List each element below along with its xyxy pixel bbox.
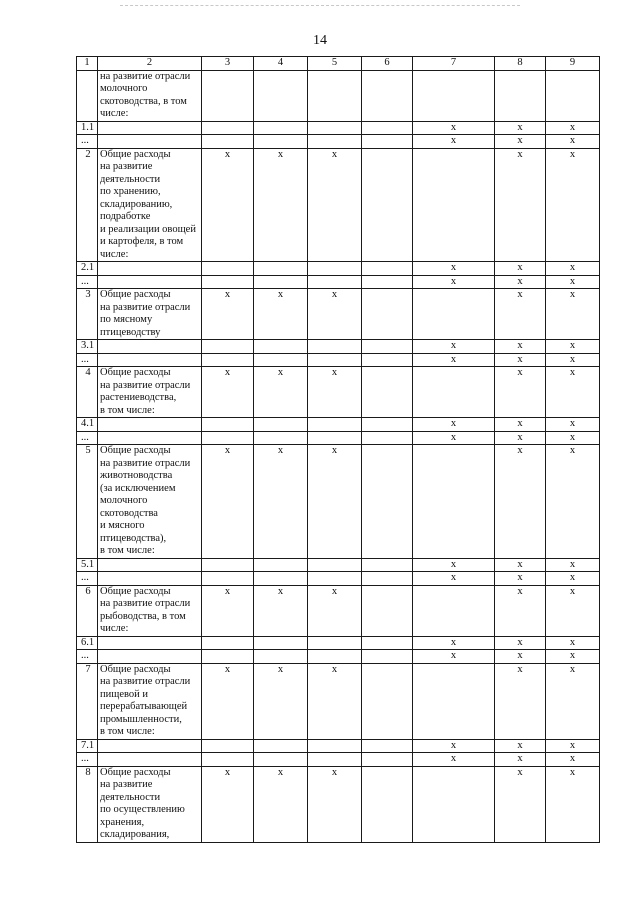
value-cell-c7 — [413, 663, 495, 739]
header-cell: 6 — [362, 57, 413, 71]
row-number-cell: ... — [77, 753, 98, 767]
value-cell-c3 — [202, 431, 254, 445]
row-number-cell: 3.1 — [77, 340, 98, 354]
row-description-cell — [98, 340, 202, 354]
value-cell-c4 — [254, 636, 308, 650]
value-cell-c9: x — [546, 275, 600, 289]
row-description-cell — [98, 353, 202, 367]
value-cell-c8: x — [495, 663, 546, 739]
value-cell-c8: x — [495, 121, 546, 135]
value-cell-c3: x — [202, 585, 254, 636]
value-cell-c9: x — [546, 340, 600, 354]
value-cell-c6 — [362, 275, 413, 289]
value-cell-c5 — [308, 558, 362, 572]
value-cell-c6 — [362, 753, 413, 767]
value-cell-c6 — [362, 766, 413, 842]
value-cell-c3 — [202, 650, 254, 664]
value-cell-c8: x — [495, 558, 546, 572]
value-cell-c7 — [413, 766, 495, 842]
row-description-cell: Общие расходы на развитие деятельности по хранению, складированию, подработке и реализации овощей и картофеля, в том числе: — [98, 148, 202, 262]
value-cell-c4 — [254, 353, 308, 367]
table-header-row — [77, 57, 600, 71]
value-cell-c6 — [362, 135, 413, 149]
value-cell-c6 — [362, 262, 413, 276]
value-cell-c3 — [202, 418, 254, 432]
value-cell-c4 — [254, 262, 308, 276]
value-cell-c4 — [254, 753, 308, 767]
value-cell-c6 — [362, 558, 413, 572]
value-cell-c9: x — [546, 289, 600, 340]
table-row — [77, 148, 600, 262]
table-subrow — [77, 650, 600, 664]
value-cell-c5: x — [308, 289, 362, 340]
value-cell-c5 — [308, 262, 362, 276]
value-cell-c9: x — [546, 445, 600, 559]
header-cell: 5 — [308, 57, 362, 71]
value-cell-c7: x — [413, 121, 495, 135]
row-number-cell: ... — [77, 431, 98, 445]
header-cell: 2 — [98, 57, 202, 71]
table-row — [77, 445, 600, 559]
value-cell-c6 — [362, 353, 413, 367]
value-cell-c8: x — [495, 650, 546, 664]
value-cell-c7 — [413, 445, 495, 559]
row-description-cell: Общие расходы на развитие отрасли животноводства (за исключением молочного скотоводства и мясного птицеводства), в том числе: — [98, 445, 202, 559]
value-cell-c6 — [362, 289, 413, 340]
row-description-cell — [98, 275, 202, 289]
value-cell-c4 — [254, 135, 308, 149]
table-subrow — [77, 135, 600, 149]
value-cell-c8: x — [495, 135, 546, 149]
table-subrow — [77, 739, 600, 753]
value-cell-c7: x — [413, 572, 495, 586]
value-cell-c7 — [413, 289, 495, 340]
value-cell-c8: x — [495, 585, 546, 636]
value-cell-c8: x — [495, 753, 546, 767]
value-cell-c7: x — [413, 275, 495, 289]
row-description-cell: Общие расходы на развитие отрасли пищевой и перерабатывающей промышленности, в том числе: — [98, 663, 202, 739]
row-description-cell — [98, 135, 202, 149]
value-cell-c9: x — [546, 353, 600, 367]
value-cell-c5 — [308, 121, 362, 135]
value-cell-c4: x — [254, 663, 308, 739]
value-cell-c6 — [362, 340, 413, 354]
row-description-cell — [98, 739, 202, 753]
value-cell-c6 — [362, 650, 413, 664]
table-subrow — [77, 753, 600, 767]
table-subrow — [77, 572, 600, 586]
value-cell-c4 — [254, 558, 308, 572]
table-row — [77, 367, 600, 418]
value-cell-c6 — [362, 70, 413, 121]
value-cell-c6 — [362, 572, 413, 586]
row-number-cell: 8 — [77, 766, 98, 842]
value-cell-c3 — [202, 262, 254, 276]
value-cell-c3: x — [202, 766, 254, 842]
value-cell-c4 — [254, 418, 308, 432]
value-cell-c3: x — [202, 289, 254, 340]
table-subrow — [77, 558, 600, 572]
value-cell-c9: x — [546, 585, 600, 636]
row-number-cell: ... — [77, 650, 98, 664]
value-cell-c4 — [254, 739, 308, 753]
value-cell-c4 — [254, 431, 308, 445]
value-cell-c3 — [202, 70, 254, 121]
value-cell-c6 — [362, 636, 413, 650]
value-cell-c6 — [362, 585, 413, 636]
value-cell-c6 — [362, 739, 413, 753]
value-cell-c3 — [202, 753, 254, 767]
table-subrow — [77, 418, 600, 432]
value-cell-c6 — [362, 121, 413, 135]
value-cell-c9: x — [546, 135, 600, 149]
row-number-cell: 4.1 — [77, 418, 98, 432]
value-cell-c7 — [413, 70, 495, 121]
value-cell-c5 — [308, 636, 362, 650]
header-cell: 3 — [202, 57, 254, 71]
value-cell-c9: x — [546, 418, 600, 432]
value-cell-c3 — [202, 353, 254, 367]
value-cell-c9: x — [546, 753, 600, 767]
page-number: 14 — [313, 33, 327, 48]
value-cell-c5: x — [308, 585, 362, 636]
row-description-cell — [98, 262, 202, 276]
value-cell-c8: x — [495, 275, 546, 289]
value-cell-c9: x — [546, 121, 600, 135]
value-cell-c5 — [308, 275, 362, 289]
value-cell-c8: x — [495, 148, 546, 262]
row-description-cell — [98, 650, 202, 664]
value-cell-c5: x — [308, 663, 362, 739]
value-cell-c6 — [362, 367, 413, 418]
value-cell-c9: x — [546, 367, 600, 418]
value-cell-c4 — [254, 650, 308, 664]
value-cell-c8: x — [495, 636, 546, 650]
table-row — [77, 766, 600, 842]
value-cell-c4 — [254, 340, 308, 354]
value-cell-c8: x — [495, 289, 546, 340]
row-description-cell — [98, 418, 202, 432]
row-number-cell: ... — [77, 135, 98, 149]
value-cell-c6 — [362, 418, 413, 432]
value-cell-c5 — [308, 739, 362, 753]
row-number-cell: 7 — [77, 663, 98, 739]
value-cell-c7: x — [413, 739, 495, 753]
value-cell-c3 — [202, 636, 254, 650]
value-cell-c7: x — [413, 650, 495, 664]
table-row — [77, 585, 600, 636]
value-cell-c9 — [546, 70, 600, 121]
row-number-cell: 5.1 — [77, 558, 98, 572]
value-cell-c5 — [308, 431, 362, 445]
budget-table — [76, 56, 600, 843]
value-cell-c3 — [202, 275, 254, 289]
value-cell-c3 — [202, 121, 254, 135]
value-cell-c8: x — [495, 367, 546, 418]
table-row — [77, 663, 600, 739]
table-subrow — [77, 262, 600, 276]
table-subrow — [77, 121, 600, 135]
header-cell: 4 — [254, 57, 308, 71]
row-description-cell — [98, 121, 202, 135]
value-cell-c7: x — [413, 262, 495, 276]
value-cell-c8: x — [495, 262, 546, 276]
row-description-cell: Общие расходы на развитие деятельности по осуществлению хранения, складирования, — [98, 766, 202, 842]
value-cell-c7: x — [413, 353, 495, 367]
value-cell-c3 — [202, 572, 254, 586]
value-cell-c5 — [308, 135, 362, 149]
value-cell-c4 — [254, 572, 308, 586]
value-cell-c9: x — [546, 431, 600, 445]
value-cell-c5 — [308, 650, 362, 664]
header-cell: 1 — [77, 57, 98, 71]
row-number-cell: 3 — [77, 289, 98, 340]
header-cell: 7 — [413, 57, 495, 71]
row-number-cell: 5 — [77, 445, 98, 559]
value-cell-c4 — [254, 70, 308, 121]
value-cell-c5: x — [308, 148, 362, 262]
value-cell-c3 — [202, 135, 254, 149]
table-subrow — [77, 275, 600, 289]
row-number-cell: 2 — [77, 148, 98, 262]
table-subrow — [77, 636, 600, 650]
value-cell-c8: x — [495, 353, 546, 367]
row-number-cell: ... — [77, 572, 98, 586]
table-subrow — [77, 340, 600, 354]
value-cell-c8: x — [495, 418, 546, 432]
value-cell-c5 — [308, 340, 362, 354]
value-cell-c5 — [308, 418, 362, 432]
row-description-cell — [98, 558, 202, 572]
table-row — [77, 70, 600, 121]
value-cell-c7: x — [413, 558, 495, 572]
row-number-cell: 4 — [77, 367, 98, 418]
row-number-cell: 1.1 — [77, 121, 98, 135]
header-cell: 9 — [546, 57, 600, 71]
value-cell-c3: x — [202, 663, 254, 739]
row-number-cell: 6 — [77, 585, 98, 636]
value-cell-c7: x — [413, 636, 495, 650]
value-cell-c3: x — [202, 148, 254, 262]
value-cell-c5: x — [308, 445, 362, 559]
value-cell-c8: x — [495, 445, 546, 559]
value-cell-c6 — [362, 148, 413, 262]
value-cell-c8: x — [495, 572, 546, 586]
row-description-cell — [98, 572, 202, 586]
value-cell-c9: x — [546, 739, 600, 753]
value-cell-c9: x — [546, 663, 600, 739]
row-number-cell — [77, 70, 98, 121]
row-description-cell: Общие расходы на развитие отрасли растениеводства, в том числе: — [98, 367, 202, 418]
value-cell-c4: x — [254, 367, 308, 418]
value-cell-c5 — [308, 753, 362, 767]
value-cell-c4: x — [254, 289, 308, 340]
value-cell-c7: x — [413, 340, 495, 354]
value-cell-c6 — [362, 445, 413, 559]
value-cell-c3 — [202, 739, 254, 753]
value-cell-c5 — [308, 353, 362, 367]
value-cell-c3 — [202, 340, 254, 354]
value-cell-c7: x — [413, 418, 495, 432]
value-cell-c9: x — [546, 650, 600, 664]
value-cell-c9: x — [546, 262, 600, 276]
value-cell-c6 — [362, 663, 413, 739]
row-number-cell: ... — [77, 275, 98, 289]
table-row — [77, 289, 600, 340]
value-cell-c3: x — [202, 367, 254, 418]
value-cell-c5: x — [308, 367, 362, 418]
value-cell-c6 — [362, 431, 413, 445]
value-cell-c9: x — [546, 766, 600, 842]
value-cell-c4: x — [254, 445, 308, 559]
table-subrow — [77, 431, 600, 445]
row-number-cell: 2.1 — [77, 262, 98, 276]
value-cell-c3 — [202, 558, 254, 572]
value-cell-c4: x — [254, 148, 308, 262]
value-cell-c5 — [308, 70, 362, 121]
row-number-cell: 7.1 — [77, 739, 98, 753]
header-cell: 8 — [495, 57, 546, 71]
row-description-cell — [98, 431, 202, 445]
scan-edge-line — [120, 5, 520, 6]
value-cell-c8: x — [495, 340, 546, 354]
row-number-cell: 6.1 — [77, 636, 98, 650]
value-cell-c5: x — [308, 766, 362, 842]
value-cell-c7 — [413, 367, 495, 418]
value-cell-c7: x — [413, 753, 495, 767]
value-cell-c7: x — [413, 135, 495, 149]
value-cell-c4: x — [254, 585, 308, 636]
value-cell-c7 — [413, 585, 495, 636]
value-cell-c4 — [254, 275, 308, 289]
row-description-cell: Общие расходы на развитие отрасли рыбоводства, в том числе: — [98, 585, 202, 636]
value-cell-c9: x — [546, 558, 600, 572]
row-number-cell: ... — [77, 353, 98, 367]
value-cell-c5 — [308, 572, 362, 586]
value-cell-c9: x — [546, 148, 600, 262]
table-subrow — [77, 353, 600, 367]
value-cell-c8: x — [495, 766, 546, 842]
value-cell-c9: x — [546, 572, 600, 586]
value-cell-c7: x — [413, 431, 495, 445]
row-description-cell: на развитие отрасли молочного скотоводства, в том числе: — [98, 70, 202, 121]
value-cell-c3: x — [202, 445, 254, 559]
value-cell-c8: x — [495, 739, 546, 753]
value-cell-c8 — [495, 70, 546, 121]
row-description-cell — [98, 753, 202, 767]
value-cell-c4: x — [254, 766, 308, 842]
value-cell-c7 — [413, 148, 495, 262]
row-description-cell — [98, 636, 202, 650]
value-cell-c4 — [254, 121, 308, 135]
value-cell-c8: x — [495, 431, 546, 445]
row-description-cell: Общие расходы на развитие отрасли по мясному птицеводству — [98, 289, 202, 340]
value-cell-c9: x — [546, 636, 600, 650]
